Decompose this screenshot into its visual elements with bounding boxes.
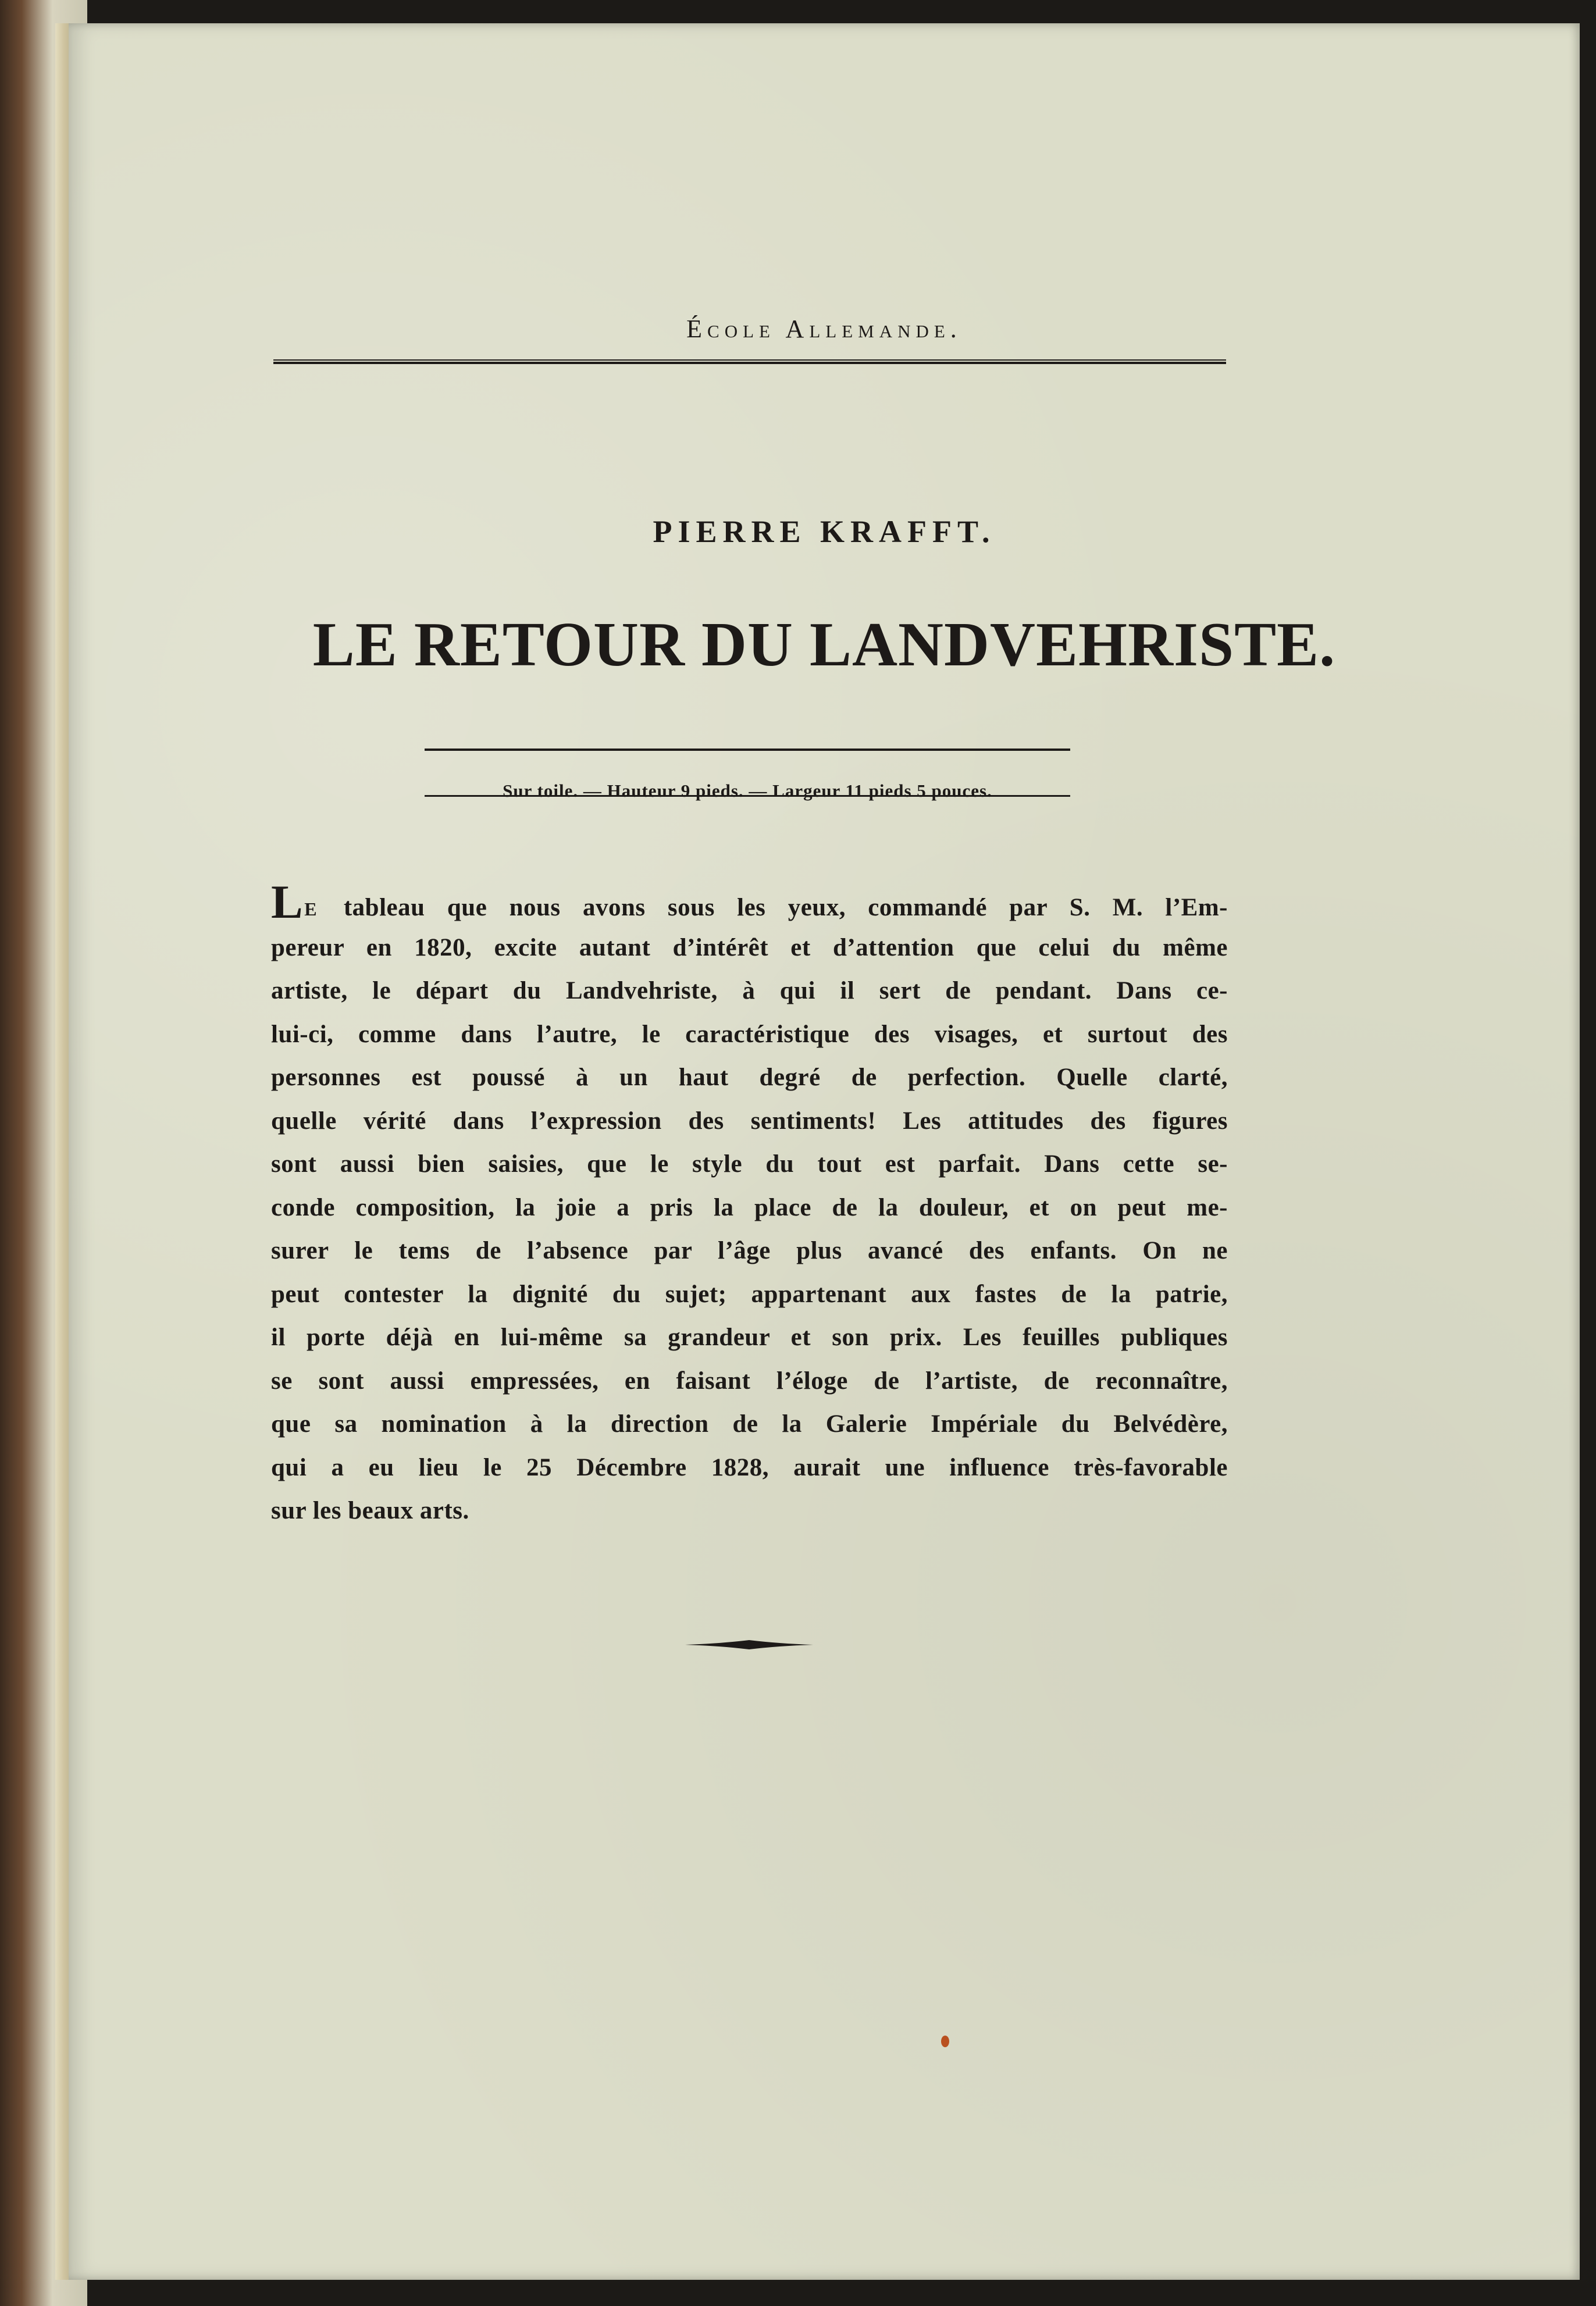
artist-name: PIERRE KRAFFT. xyxy=(653,514,996,549)
dimensions-rule-top xyxy=(425,749,1070,752)
paper-stain xyxy=(941,2036,949,2047)
body-line-14: qui a eu lieu le 25 Décembre 1828, aurait une influence très-favorable xyxy=(271,1453,1228,1481)
body-line-1: LE tableau que nous avons sous les yeux, commandé par S. M. l’Em- xyxy=(271,883,1228,926)
painting-title: LE RETOUR DU LANDVEHRISTE. xyxy=(312,610,1336,679)
body-line-4: lui-ci, comme dans l’autre, le caractéristique des visages, et surtout des xyxy=(271,1020,1228,1048)
body-line-8: conde composition, la joie a pris la place de la douleur, et on peut me- xyxy=(271,1193,1228,1221)
body-line-3: artiste, le départ du Landvehriste, à qui il sert de pendant. Dans ce- xyxy=(271,977,1228,1004)
painting-dimensions: Sur toile. — Hauteur 9 pieds. — Largeur 11 pieds 5 pouces. xyxy=(503,780,992,801)
body-line-10: peut contester la dignité du sujet; appartenant aux fastes de la patrie, xyxy=(271,1280,1228,1308)
header-rule xyxy=(273,359,1226,364)
body-text xyxy=(271,883,1228,1533)
book-page xyxy=(69,23,1580,2280)
body-line-11: il porte déjà en lui-même sa grandeur et son prix. Les feuilles publiques xyxy=(271,1324,1228,1351)
body-line-6: quelle vérité dans l’expression des sentiments! Les attitudes des figures xyxy=(271,1107,1228,1135)
body-line-2: pereur en 1820, excite autant d’intérêt et d’attention que celui du même xyxy=(271,933,1228,961)
small-cap: E xyxy=(304,899,318,919)
school-heading: École Allemande. xyxy=(686,315,962,343)
drop-cap: L xyxy=(271,883,304,926)
body-line-7: sont aussi bien saisies, que le style du tout est parfait. Dans cette se- xyxy=(271,1150,1228,1178)
dimensions-rule-bottom xyxy=(425,793,1070,797)
body-line-9: surer le tems de l’absence par l’âge plus avancé des enfants. On ne xyxy=(271,1237,1228,1264)
body-line-13: que sa nomination à la direction de la Galerie Impériale du Belvédère, xyxy=(271,1410,1228,1438)
body-line-15: sur les beaux arts. xyxy=(271,1497,469,1524)
end-ornament xyxy=(685,1633,813,1656)
body-line-12: se sont aussi empressées, en faisant l’éloge de l’artiste, de reconnaître, xyxy=(271,1367,1228,1395)
body-line-5: personnes est poussé à un haut degré de perfection. Quelle clarté, xyxy=(271,1064,1228,1091)
